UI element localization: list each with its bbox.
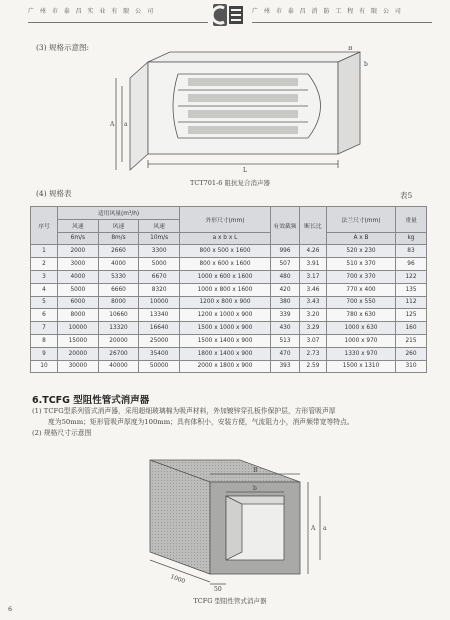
- table-cell: 1000 x 800 x 1600: [180, 283, 271, 296]
- th-speed-6: 6m/s: [58, 232, 99, 245]
- section-3-label: (3) 规格示意图:: [36, 43, 90, 52]
- figure-impedance-silencer: [108, 46, 398, 174]
- table-cell: 1200 x 800 x 900: [180, 296, 271, 309]
- table-cell: 6660: [98, 283, 139, 296]
- th-wind-speed-3: 风速: [139, 219, 180, 232]
- table-cell: 26700: [98, 347, 139, 360]
- table-number: 表5: [400, 191, 413, 200]
- th-serial: 序号: [31, 207, 58, 245]
- table-cell: 125: [396, 309, 427, 322]
- table-cell: 1200 x 1000 x 900: [180, 309, 271, 322]
- table-cell: 4000: [98, 258, 139, 271]
- table-cell: 310: [396, 360, 427, 373]
- table-cell: 5000: [58, 283, 99, 296]
- table-cell: 3.46: [300, 283, 327, 296]
- table-cell: 2.59: [300, 360, 327, 373]
- spec-table: [30, 206, 427, 373]
- table-cell: 1500 x 1000 x 900: [180, 322, 271, 335]
- table-cell: 1000 x 970: [327, 334, 396, 347]
- table-cell: 800 x 500 x 1600: [180, 245, 271, 258]
- table-cell: 1500 x 1400 x 900: [180, 334, 271, 347]
- dim-length-label: 1000: [169, 573, 187, 586]
- table-cell: 3.07: [300, 334, 327, 347]
- table-cell: 1000 x 630: [327, 322, 396, 335]
- section-6-p1a: (1) TCFG型系列管式消声器，采用超细玻璃棉为吸声材料，外加镀锌穿孔板作保护层，方形管吸声厚: [32, 407, 336, 415]
- th-weight: 重量: [396, 207, 427, 233]
- table-cell: 4.26: [300, 245, 327, 258]
- table-row: [31, 245, 427, 258]
- table-row: [31, 296, 427, 309]
- table-cell: 30000: [58, 360, 99, 373]
- section-6-description: [32, 406, 427, 439]
- table-cell: 510 x 370: [327, 258, 396, 271]
- th-eff-area: 有效截频: [271, 207, 300, 245]
- dim-a-label: a: [124, 121, 128, 128]
- dim-A-label: A: [110, 121, 115, 128]
- table-cell: 470: [271, 347, 300, 360]
- table-cell: 2660: [98, 245, 139, 258]
- table-row: [31, 334, 427, 347]
- table-cell: 780 x 630: [327, 309, 396, 322]
- table-cell: 1800 x 1400 x 900: [180, 347, 271, 360]
- th-dims: 外形尺寸(mm): [180, 207, 271, 233]
- table-cell: 4000: [58, 270, 99, 283]
- table-cell: 700 x 370: [327, 270, 396, 283]
- table-cell: 10000: [58, 322, 99, 335]
- table-row: [31, 347, 427, 360]
- table-cell: 520 x 230: [327, 245, 396, 258]
- table-cell: 2000 x 1800 x 900: [180, 360, 271, 373]
- page-number: 6: [8, 605, 13, 613]
- dim-b-label: b: [364, 61, 368, 68]
- table-cell: 112: [396, 296, 427, 309]
- table-cell: 3.29: [300, 322, 327, 335]
- section-4-label: (4) 规格表: [36, 189, 72, 198]
- th-airflow: 适用风量(m³/h): [58, 207, 180, 220]
- table-cell: 5330: [98, 270, 139, 283]
- header-company-left: 广 州 市 泰 昌 实 业 有 限 公 司: [28, 6, 208, 23]
- table-row: [31, 283, 427, 296]
- table-cell: 6000: [58, 296, 99, 309]
- table-cell: 3.43: [300, 296, 327, 309]
- table-cell: 800 x 600 x 1600: [180, 258, 271, 271]
- table-cell: 160: [396, 322, 427, 335]
- th-speed-8: 8m/s: [98, 232, 139, 245]
- fig2-dim-a: a: [323, 525, 327, 532]
- table-cell: 10000: [139, 296, 180, 309]
- table-cell: 3: [31, 270, 58, 283]
- table-cell: 1000 x 600 x 1600: [180, 270, 271, 283]
- table-cell: 420: [271, 283, 300, 296]
- table-cell: 2: [31, 258, 58, 271]
- table-row: [31, 258, 427, 271]
- th-weight-unit: kg: [396, 232, 427, 245]
- table-cell: 10: [31, 360, 58, 373]
- figure-tubular-silencer: [130, 452, 350, 592]
- table-cell: 2.73: [300, 347, 327, 360]
- table-cell: 3.17: [300, 270, 327, 283]
- table-cell: 15000: [58, 334, 99, 347]
- table-cell: 215: [396, 334, 427, 347]
- table-cell: 10660: [98, 309, 139, 322]
- table-cell: 8320: [139, 283, 180, 296]
- table-cell: 3.91: [300, 258, 327, 271]
- figure2-caption: TCFG 型阻性管式消声器: [193, 597, 267, 605]
- table-cell: 96: [396, 258, 427, 271]
- table-cell: 700 x 550: [327, 296, 396, 309]
- table-cell: 16640: [139, 322, 180, 335]
- table-row: [31, 309, 427, 322]
- table-cell: 5: [31, 296, 58, 309]
- th-flange-sub: A x B: [327, 232, 396, 245]
- table-cell: 25000: [139, 334, 180, 347]
- table-cell: 339: [271, 309, 300, 322]
- table-cell: 20000: [58, 347, 99, 360]
- table-cell: 5000: [139, 258, 180, 271]
- table-row: [31, 360, 427, 373]
- table-row: [31, 270, 427, 283]
- section-6-p2: (2) 规格尺寸示意图: [32, 429, 92, 437]
- table-cell: 8000: [58, 309, 99, 322]
- table-cell: 513: [271, 334, 300, 347]
- table-cell: 430: [271, 322, 300, 335]
- th-ratio: 断长比: [300, 207, 327, 245]
- table-cell: 83: [396, 245, 427, 258]
- table-cell: 8: [31, 334, 58, 347]
- table-cell: 20000: [98, 334, 139, 347]
- table-cell: 13320: [98, 322, 139, 335]
- th-speed-10: 10m/s: [139, 232, 180, 245]
- table-cell: 2000: [58, 245, 99, 258]
- table-cell: 770 x 400: [327, 283, 396, 296]
- section-6-p1b: 度为50mm；矩形管吸声厚度为100mm；具有体积小，安装方便，气流阻力小，消声频带宽等特点。: [48, 418, 354, 426]
- table-cell: 380: [271, 296, 300, 309]
- th-flange: 法兰尺寸(mm): [327, 207, 396, 233]
- dim-L-label: L: [243, 167, 247, 174]
- table-cell: 260: [396, 347, 427, 360]
- th-dims-sub: a x b x L: [180, 232, 271, 245]
- th-wind-speed-1: 风速: [58, 219, 99, 232]
- table-cell: 3000: [58, 258, 99, 271]
- company-logo: [210, 2, 246, 28]
- fig2-dim-B: B: [253, 467, 258, 474]
- table-cell: 9: [31, 347, 58, 360]
- th-wind-speed-2: 风速: [98, 219, 139, 232]
- figure1-caption: TCT701-6 阻抗复合消声器: [190, 179, 270, 187]
- table-cell: 996: [271, 245, 300, 258]
- table-cell: 1500 x 1310: [327, 360, 396, 373]
- table-cell: 507: [271, 258, 300, 271]
- section-6-title: 6.TCFG 型阻性管式消声器: [32, 395, 150, 406]
- table-cell: 122: [396, 270, 427, 283]
- dim-B-label: B: [348, 46, 353, 52]
- table-cell: 35400: [139, 347, 180, 360]
- table-cell: 480: [271, 270, 300, 283]
- fig2-dim-A: A: [311, 525, 316, 532]
- table-cell: 393: [271, 360, 300, 373]
- dim-thickness-label: 50: [214, 586, 222, 592]
- table-cell: 6670: [139, 270, 180, 283]
- table-cell: 50000: [139, 360, 180, 373]
- table-cell: 8000: [98, 296, 139, 309]
- table-cell: 1: [31, 245, 58, 258]
- table-cell: 135: [396, 283, 427, 296]
- table-cell: 7: [31, 322, 58, 335]
- table-row: [31, 322, 427, 335]
- table-cell: 13340: [139, 309, 180, 322]
- table-cell: 3.20: [300, 309, 327, 322]
- table-cell: 4: [31, 283, 58, 296]
- fig2-dim-b: b: [253, 485, 257, 492]
- table-cell: 40000: [98, 360, 139, 373]
- table-cell: 6: [31, 309, 58, 322]
- table-cell: 1330 x 970: [327, 347, 396, 360]
- header-company-right: 广 州 市 泰 昌 消 防 工 程 有 限 公 司: [252, 6, 432, 23]
- table-cell: 3300: [139, 245, 180, 258]
